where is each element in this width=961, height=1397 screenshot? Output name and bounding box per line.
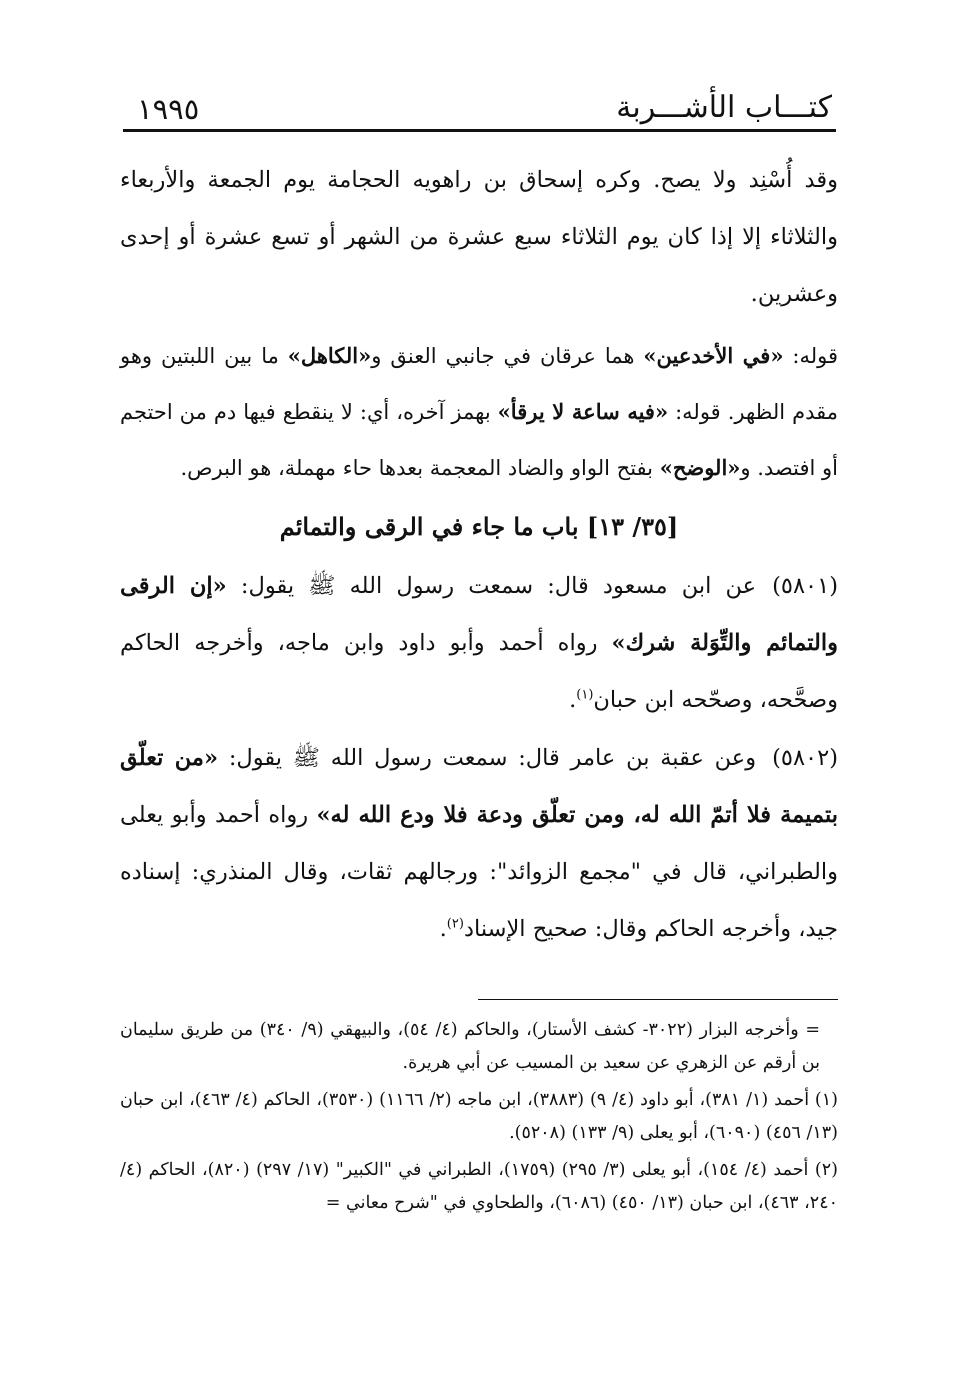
gloss-text: هما عرقان في جانبي العنق و [371,344,644,368]
page-number: ١٩٩٥ [137,92,200,126]
hadith-5802 [120,730,838,958]
gloss-text: بفتح الواو والضاد المعجمة بعدها حاء مهملة، هو البرص. [180,456,660,480]
hadith-number: (٥٨٠٢) [772,745,838,771]
footnotes [120,1014,838,1224]
footnote-ref[interactable]: (٢) [446,916,464,932]
footnote-continued: = وأخرجه البزار (٣٠٢٢- كشف الأستار)، والحاكم (٤/ ٥٤)، والبيهقي (٩/ ٣٤٠) من طريق سليمان بن أرقم عن الزهري عن سعيد بن المسيب عن أبي هريرة. [120,1020,820,1073]
hadith-end: . [569,687,577,713]
hadith-end: . [439,916,447,942]
hadith-takhrij: رواه أحمد وأبو يعلى والطبراني، قال في "مجمع الزوائد": ورجالهم ثقات، وقال المنذري: إسناده جيد، وأخرجه الحاكم وقال: صحيح الإسناد [120,802,838,942]
paragraph-hijama [120,152,838,323]
paragraph-text: وقد أُسْنِد ولا يصح. وكره إسحاق بن راهويه الحجامة يوم الجمعة والأربعاء والثلاثاء إلا إذا كان يوم الثلاثاء سبع عشرة من الشهر أو تسع عشرة أو إحدى وعشرين. [120,167,838,307]
running-header [123,88,836,132]
gloss-term: «الوضح» [659,455,741,480]
hadith-takhrij: رواه أحمد وأبو داود وابن ماجه، وأخرجه الحاكم وصحَّحه، وصحّحه ابن حبان [120,630,838,713]
gloss-term: «في الأخدعين» [643,343,784,368]
gloss-text: ما بين اللبتين وهو مقدم الظهر. قوله: [120,344,838,424]
hadith-intro: وعن عقبة بن عامر قال: سمعت رسول الله ﷺ يقول: [218,745,757,771]
footnote-1: (١) أحمد (١/ ٣٨١)، أبو داود (٤/ ٩) (٣٨٨٣)، ابن ماجه (٢/ ١١٦٦) (٣٥٣٠)، الحاكم (٤/ ٤٦٣)، ابن حبان (١٣/ ٤٥٦) (٦٠٩٠)، أبو يعلى (٩/ ١٣٣) (٥٢٠٨). [120,1090,838,1143]
footnote-separator [478,999,838,1000]
gloss-term: «فيه ساعة لا يرقأ» [497,399,669,424]
header-rule [123,129,836,132]
paragraph-glossary [120,328,838,496]
footnote-ref[interactable]: (١) [576,687,594,703]
header-title: كتـــاب الأشـــربة [616,90,832,125]
footnote-2: (٢) أحمد (٤/ ١٥٤)، أبو يعلى (٣/ ٢٩٥) (١٧٥٩)، الطبراني في "الكبير" (١٧/ ٢٩٧) (٨٢٠)، الحاكم (٤/ ٢٤٠، ٤٦٣)، ابن حبان (١٣/ ٤٥٠) (٦٠٨٦)، والطحاوي في "شرح معاني = [120,1160,838,1213]
hadith-quote: «إن الرقى والتمائم والتِّوَلة شرك» [120,573,838,656]
gloss-text: بهمز آخره، أي: لا ينقطع فيها دم من احتجم أو افتصد. و [120,400,838,480]
hadith-5801 [120,558,838,729]
gloss-term: «الكاهل» [287,343,372,368]
chapter-heading: [٣٥/ ١٣] باب ما جاء في الرقى والتمائم [279,512,679,541]
hadith-quote: «من تعلّق بتميمة فلا أتمّ الله له، ومن تعلّق ودعة فلا ودع الله له» [120,745,838,828]
gloss-text: قوله: [783,344,839,368]
hadith-number: (٥٨٠١) [772,573,838,599]
hadith-intro: عن ابن مسعود قال: سمعت رسول الله ﷺ يقول: [226,573,757,599]
